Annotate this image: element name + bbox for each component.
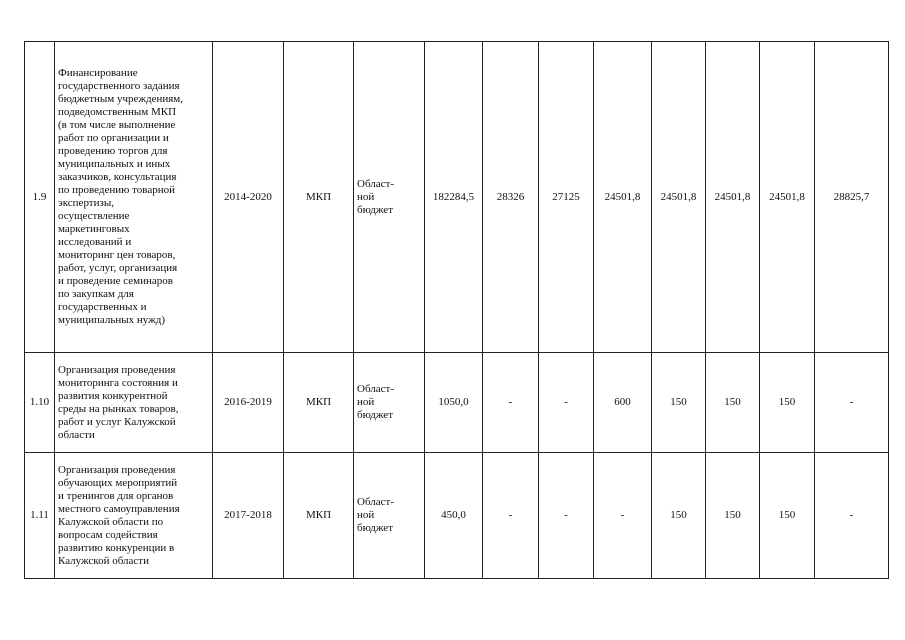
row-value: - [539,353,594,453]
row-value: 150 [652,453,706,579]
table-row [25,353,889,453]
row-value: 28825,7 [815,42,889,353]
row-value: 24501,8 [652,42,706,353]
row-value: 24501,8 [706,42,760,353]
row-period: 2017-2018 [213,453,284,579]
row-executor: МКП [284,42,354,353]
row-funding-source [354,353,425,453]
row-value: - [539,453,594,579]
table-row [25,453,889,579]
row-value: 28326 [483,42,539,353]
table-row [25,42,889,353]
row-funding-source [354,42,425,353]
description-text: Организация проведения мониторинга состояния и развития конкурентной среды на рынках товаров, работ и услуг Калужской области [58,363,179,441]
row-value: - [815,353,889,453]
row-number: 1.9 [25,42,55,353]
row-value: - [483,353,539,453]
row-value-total: 1050,0 [425,353,483,453]
row-value: - [594,453,652,579]
row-value: 600 [594,353,652,453]
description-text: Финансирование государственного задания бюджетным учреждениям, подведомственным МКП (в том числе выполнение работ по организации и проведению торгов для муниципальных и иных заказчиков, консультация по проведению товарной экспертизы, осуществление маркетинговых исследований и мониторинг цен товаров, работ, услуг, организация и проведение семинаров по закупкам для государственных и муниципальных нужд) [58,67,184,326]
row-value: 150 [652,353,706,453]
budget-table [24,41,889,579]
row-value: 24501,8 [594,42,652,353]
row-description [55,42,213,353]
row-description [55,453,213,579]
row-value: 24501,8 [760,42,815,353]
row-value: 150 [760,353,815,453]
row-value: 27125 [539,42,594,353]
row-value-total: 450,0 [425,453,483,579]
row-value: - [483,453,539,579]
funding-source-text: Област- ной бюджет [357,177,394,216]
row-value: 150 [706,353,760,453]
row-funding-source [354,453,425,579]
row-executor: МКП [284,353,354,453]
funding-source-text: Област- ной бюджет [357,383,394,421]
row-value-total: 182284,5 [425,42,483,353]
row-period: 2016-2019 [213,353,284,453]
row-period: 2014-2020 [213,42,284,353]
row-value: - [815,453,889,579]
row-value: 150 [760,453,815,579]
row-number: 1.11 [25,453,55,579]
row-description [55,353,213,453]
row-number: 1.10 [25,353,55,453]
funding-source-text: Област- ной бюджет [357,496,394,534]
description-text: Организация проведения обучающих мероприятий и тренингов для органов местного самоуправления Калужской области по вопросам содействия развитию конкуренции в Калужской области [58,463,180,567]
row-executor: МКП [284,453,354,579]
row-value: 150 [706,453,760,579]
